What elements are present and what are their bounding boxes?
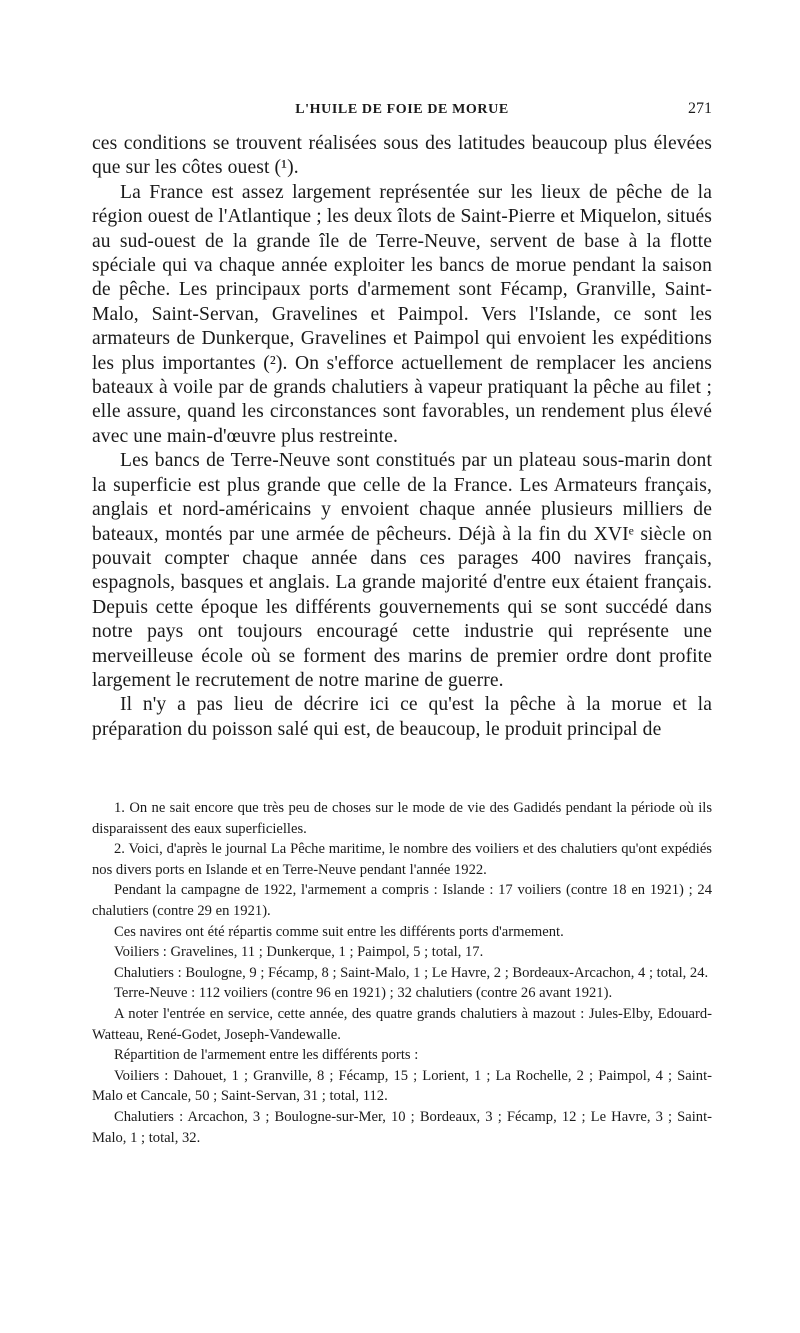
- paragraph-3: Les bancs de Terre-Neuve sont constitués par un plateau sous-marin dont la superficie est plus grande que celle de la France. Les Armateurs français, anglais et nord-américains y envoient chaque année plusieurs milliers de bateaux, montés par une armée de pêcheurs. Déjà à la fin du XVIᵉ siècle on pouvait compter chaque année dans ces parages 400 navires français, espagnols, basques et anglais. La grande majorité d'entre eux étaient français. Depuis cette époque les différents gouvernements qui se sont succédé dans notre pays ont toujours encouragé cette industrie qui représente une merveilleuse école où se forment des marins de premier ordre dont profite largement le recrutement de notre marine de guerre.: [92, 450, 712, 691]
- running-title: L'HUILE DE FOIE DE MORUE: [295, 102, 509, 117]
- footnote-2: 2. Voici, d'après le journal La Pêche maritime, le nombre des voiliers et des chalutiers qu'ont expédiés nos divers ports en Islande et en Terre-Neuve pendant l'année 1922.: [92, 841, 712, 878]
- footnote-2-voiliers-islande: Voiliers : Gravelines, 11 ; Dunkerque, 1 ; Paimpol, 5 ; total, 17.: [114, 944, 484, 961]
- footnote-1: 1. On ne sait encore que très peu de choses sur le mode de vie des Gadidés pendant la période où ils disparaissent des eaux superficielles.: [92, 800, 712, 837]
- footnote-2-distribution: Ces navires ont été répartis comme suit entre les différents ports d'armement.: [114, 923, 564, 940]
- paragraph-4: Il n'y a pas lieu de décrire ici ce qu'est la pêche à la morue et la préparation du poisson salé qui est, de beaucoup, le produit principal de: [92, 694, 712, 740]
- footnote-2-campaign: Pendant la campagne de 1922, l'armement a compris : Islande : 17 voiliers (contre 18 en 1921) ; 24 chalutiers (contre 29 en 1921).: [92, 882, 712, 919]
- paragraph-1: ces conditions se trouvent réalisées sous des latitudes beaucoup plus élevées que sur les côtes ouest (¹).: [92, 133, 712, 179]
- footnote-2-voiliers-tn: Voiliers : Dahouet, 1 ; Granville, 8 ; Fécamp, 15 ; Lorient, 1 ; La Rochelle, 2 ; Paimpol, 4 ; Saint-Malo et Cancale, 50 ; Saint-Servan, 31 ; total, 112.: [92, 1067, 712, 1105]
- main-text: [92, 132, 712, 742]
- footnote-2-chalutiers-islande: Chalutiers : Boulogne, 9 ; Fécamp, 8 ; Saint-Malo, 1 ; Le Havre, 2 ; Bordeaux-Arcachon, 4 ; total, 24.: [114, 964, 709, 981]
- footnotes: [92, 798, 712, 1148]
- footnote-2-chalutiers-tn: Chalutiers : Arcachon, 3 ; Boulogne-sur-Mer, 10 ; Bordeaux, 3 ; Fécamp, 12 ; Le Havre, 3 ; Saint-Malo, 1 ; total, 32.: [92, 1108, 712, 1146]
- footnote-2-mazout: A noter l'entrée en service, cette année, des quatre grands chalutiers à mazout : Jules-Elby, Edouard-Watteau, René-Godet, Joseph-Vandewalle.: [92, 1005, 712, 1043]
- paragraph-2: La France est assez largement représentée sur les lieux de pêche de la région ouest de l'Atlantique ; les deux îlots de Saint-Pierre et Miquelon, situés au sud-ouest de la grande île de Terre-Neuve, servent de base à la flotte spéciale qui va chaque année exploiter les bancs de morue pendant la saison de pêche. Les principaux ports d'armement sont Fécamp, Granville, Saint-Malo, Saint-Servan, Gravelines et Paimpol. Vers l'Islande, ce sont les armateurs de Dunkerque, Gravelines et Paimpol qui envoient les expéditions les plus importantes (²). On s'efforce actuellement de remplacer les anciens bateaux à voile par de grands chalutiers à vapeur pratiquant la pêche au filet ; elle assure, quand les circonstances sont favorables, un rendement plus élevé avec une main-d'œuvre plus restreinte.: [92, 181, 712, 447]
- page-number: 271: [688, 100, 712, 117]
- page-header: [92, 98, 712, 122]
- footnote-2-terre-neuve: Terre-Neuve : 112 voiliers (contre 96 en 1921) ; 32 chalutiers (contre 26 avant 1921).: [114, 985, 613, 1002]
- footnote-2-repartition: Répartition de l'armement entre les différents ports :: [114, 1047, 419, 1064]
